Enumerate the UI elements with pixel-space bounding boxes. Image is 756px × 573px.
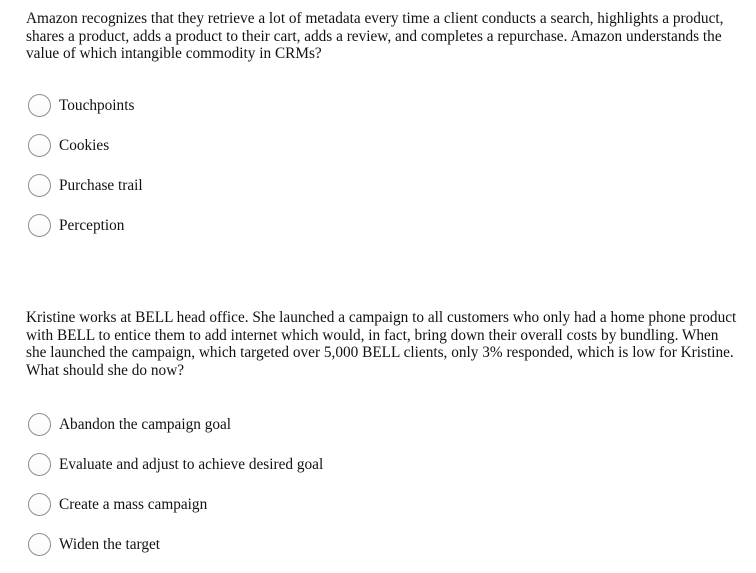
radio-button[interactable]: [28, 453, 51, 476]
radio-button[interactable]: [28, 493, 51, 516]
answer-option-touchpoints[interactable]: [26, 94, 426, 134]
option-label[interactable]: Evaluate and adjust to achieve desired goal: [59, 456, 324, 473]
answer-option-evaluate-adjust[interactable]: [26, 453, 426, 493]
option-label[interactable]: Perception: [59, 217, 125, 234]
radio-button[interactable]: [28, 174, 51, 197]
question-1: [26, 10, 742, 234]
answer-options: [26, 94, 426, 254]
option-label[interactable]: Purchase trail: [59, 177, 143, 194]
option-label[interactable]: Widen the target: [59, 536, 161, 553]
radio-button[interactable]: [28, 533, 51, 556]
question-2: [26, 309, 742, 553]
option-label[interactable]: Cookies: [59, 137, 110, 154]
option-label[interactable]: Create a mass campaign: [59, 496, 208, 513]
radio-button[interactable]: [28, 214, 51, 237]
radio-button[interactable]: [28, 94, 51, 117]
radio-button[interactable]: [28, 134, 51, 157]
question-text: Kristine works at BELL head office. She launched a campaign to all customers who only had a home phone product with BELL to entice them to add internet which would, in fact, bring down their overall costs by bundling. When she launched the campaign, which targeted over 5,000 BELL clients, only 3% responded, which is low for Kristine. What should she do now?: [26, 309, 737, 379]
answer-option-perception[interactable]: [26, 214, 426, 254]
answer-options: [26, 413, 426, 573]
option-label[interactable]: Abandon the campaign goal: [59, 416, 232, 433]
answer-option-purchase-trail[interactable]: [26, 174, 426, 214]
radio-button[interactable]: [28, 413, 51, 436]
answer-option-cookies[interactable]: [26, 134, 426, 174]
question-text: Amazon recognizes that they retrieve a lot of metadata every time a client conducts a search, highlights a product, shares a product, adds a product to their cart, adds a review, and completes a repurchase. Amazon understands the value of which intangible commodity in CRMs?: [26, 10, 724, 62]
answer-option-abandon-goal[interactable]: [26, 413, 426, 453]
option-label[interactable]: Touchpoints: [59, 97, 135, 114]
answer-option-widen-target[interactable]: [26, 533, 426, 573]
answer-option-mass-campaign[interactable]: [26, 493, 426, 533]
